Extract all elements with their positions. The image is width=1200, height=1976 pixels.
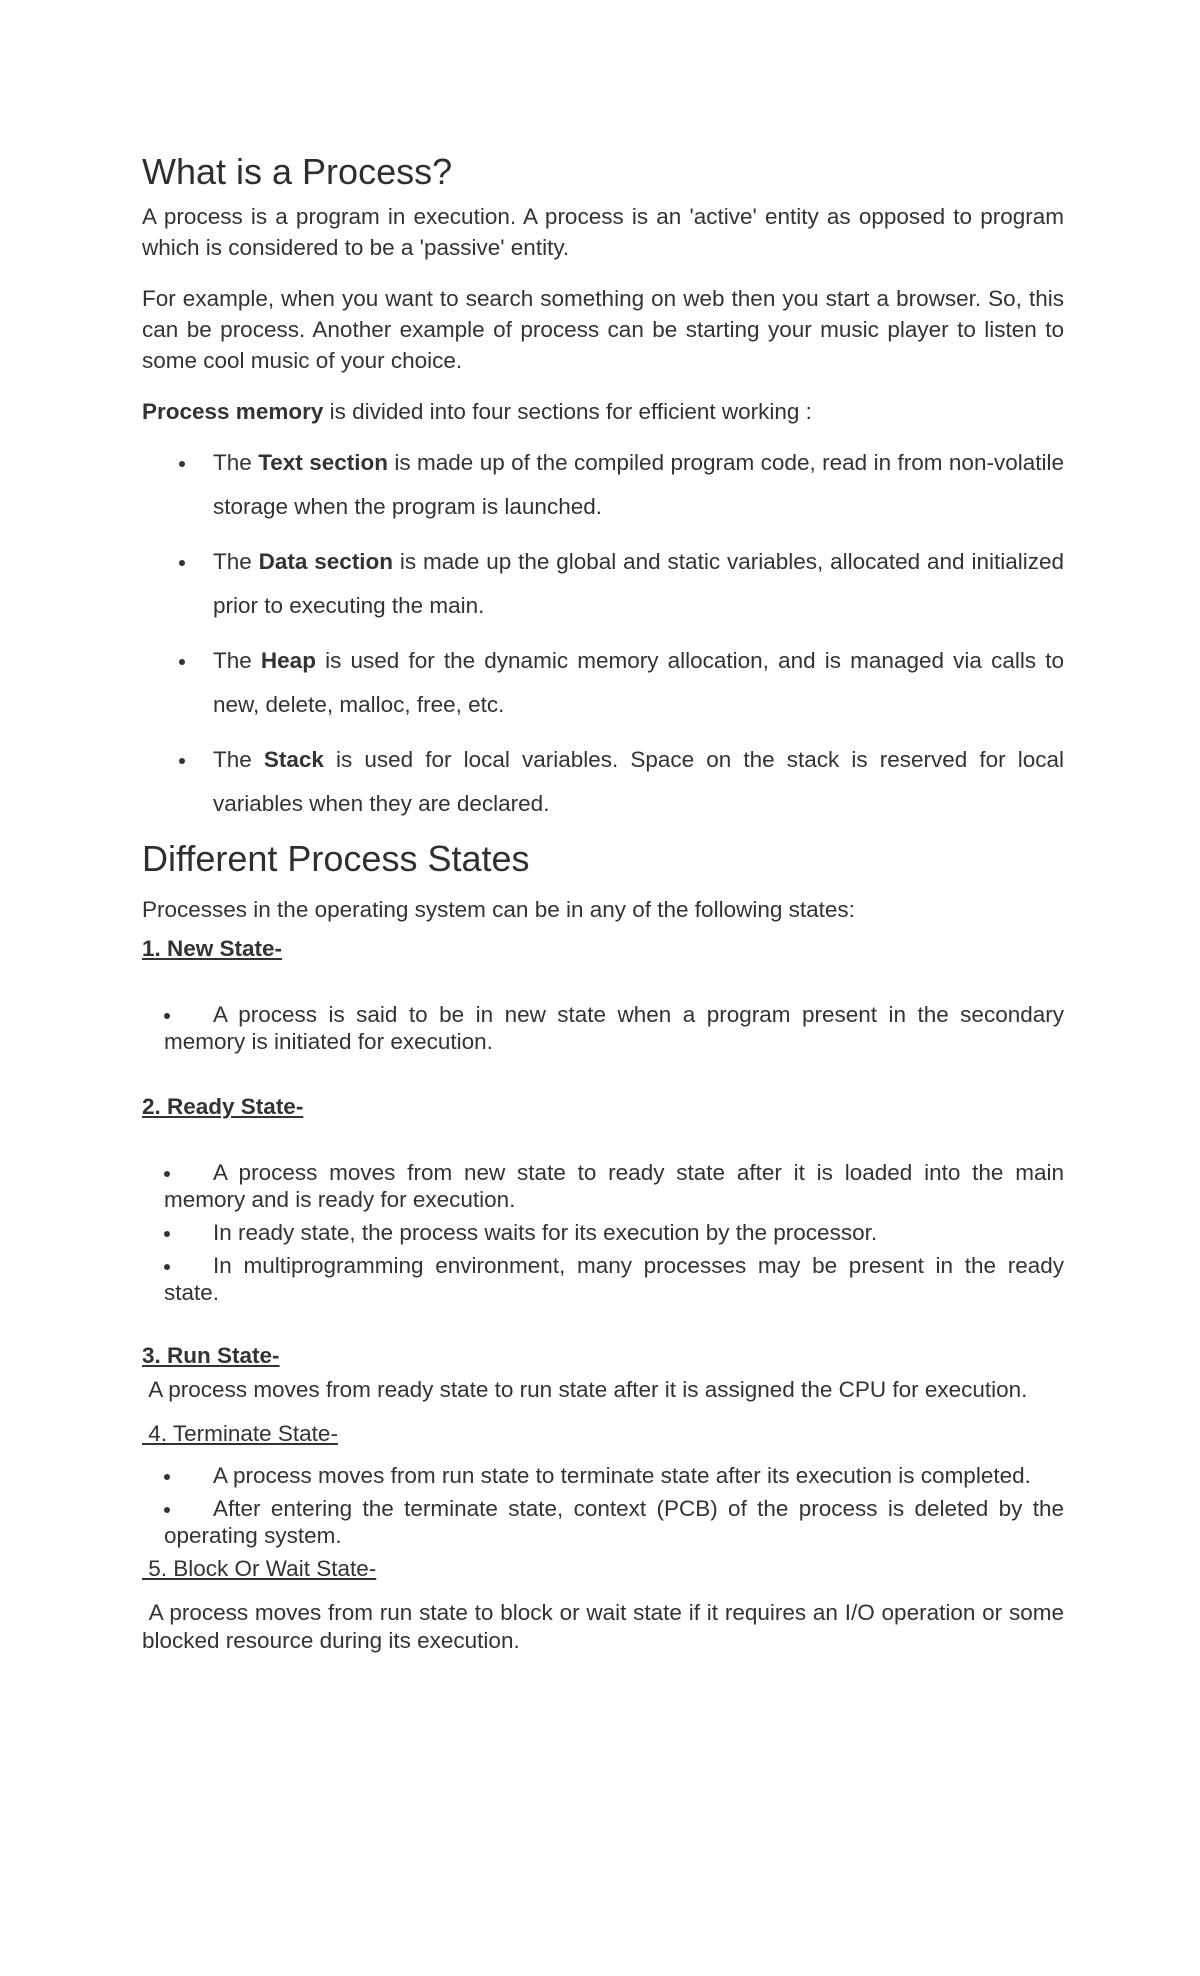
memory-sections-list — [142, 441, 1064, 826]
document-page — [142, 150, 1071, 1655]
list-item: The Text section is made up of the compiled program code, read in from non-volatile storage when the program is launched. — [213, 441, 1064, 529]
ready-state-title: 2. Ready State- — [142, 1094, 304, 1120]
run-state-title: 3. Run State- — [142, 1343, 280, 1369]
heading-what-is-process: What is a Process? — [142, 151, 453, 192]
memory-rest: is divided into four sections for efficient working : — [323, 399, 812, 425]
memory-bold: Process memory — [142, 399, 324, 425]
list-item: The Heap is used for the dynamic memory allocation, and is managed via calls to new, delete, malloc, free, etc. — [213, 639, 1064, 727]
list-item: The Data section is made up the global and static variables, allocated and initialized prior to executing the main. — [213, 540, 1064, 628]
list-item: A process is said to be in new state when a program present in the secondary memory is initiated for execution. — [164, 1002, 1064, 1055]
list-item: A process moves from new state to ready state after it is loaded into the main memory and is ready for execution. — [164, 1160, 1064, 1213]
block-state-text: A process moves from run state to block or wait state if it requires an I/O operation or some blocked resource during its execution. — [142, 1600, 1071, 1654]
list-item: A process moves from run state to terminate state after its execution is completed. — [164, 1462, 1064, 1489]
list-item: In ready state, the process waits for its execution by the processor. — [164, 1219, 1064, 1246]
list-item: After entering the terminate state, context (PCB) of the process is deleted by the operating system. — [164, 1496, 1064, 1549]
list-item: In multiprogramming environment, many processes may be present in the ready state. — [164, 1253, 1064, 1306]
memory-paragraph — [142, 396, 1064, 427]
example-paragraph: For example, when you want to search something on web then you start a browser. So, this can be process. Another example of process can be starting your music player to listen to some cool music of your choice. — [142, 286, 1064, 374]
new-state-title: 1. New State- — [142, 936, 283, 962]
heading-process-states: Different Process States — [142, 838, 530, 880]
list-item: The Stack is used for local variables. Space on the stack is reserved for local variables when they are declared. — [213, 738, 1064, 826]
new-state-list — [142, 1001, 1064, 1055]
states-intro: Processes in the operating system can be in any of the following states: — [142, 897, 855, 923]
terminate-state-title: 4. Terminate State- — [142, 1421, 338, 1447]
intro-paragraph: A process is a program in execution. A process is an 'active' entity as opposed to program which is considered to be a 'passive' entity. — [142, 204, 1064, 261]
terminate-state-list — [142, 1462, 1064, 1549]
ready-state-list — [142, 1159, 1064, 1306]
block-state-title: 5. Block Or Wait State- — [142, 1556, 377, 1582]
run-state-text: A process moves from ready state to run state after it is assigned the CPU for execution. — [142, 1377, 1028, 1403]
